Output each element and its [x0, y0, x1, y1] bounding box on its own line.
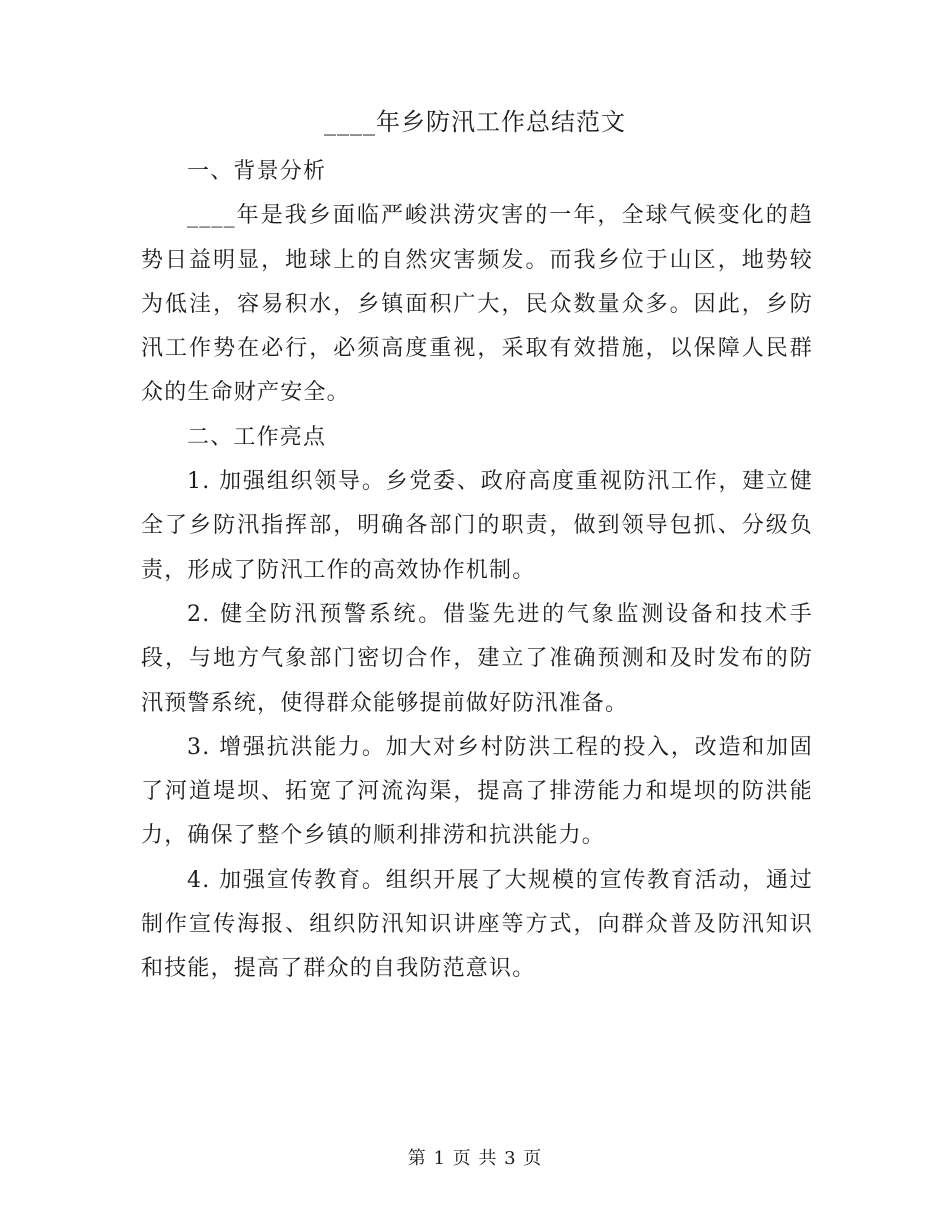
paragraph-background: ____年是我乡面临严峻洪涝灾害的一年，全球气候变化的趋势日益明显，地球上的自然灾害频发。而我乡位于山区，地势较为低洼，容易积水，乡镇面积广大，民众数量众多。因此，乡防汛工作势在必行，必须高度重视，采取有效措施，以保障人民群众的生命财产安全。	[141, 203, 813, 406]
page-footer: 第 1 页 共 3 页	[407, 1148, 543, 1169]
section-heading-background: 一、背景分析	[187, 159, 327, 184]
paragraph-item-2: 2. 健全防汛预警系统。借鉴先进的气象监测设备和技术手段，与地方气象部门密切合作，建立了准确预测和及时发布的防汛预警系统，使得群众能够提前做好防汛准备。	[141, 601, 813, 716]
document-title: ____年乡防汛工作总结范文	[324, 108, 626, 136]
document-body	[141, 150, 813, 992]
paragraph-item-1: 1. 加强组织领导。乡党委、政府高度重视防汛工作，建立健全了乡防汛指挥部，明确各部门的职责，做到领导包抓、分级负责，形成了防汛工作的高效协作机制。	[141, 469, 813, 583]
section-heading-highlights: 二、工作亮点	[187, 424, 327, 450]
paragraph-item-4: 4. 加强宣传教育。组织开展了大规模的宣传教育活动，通过制作宣传海报、组织防汛知识讲座等方式，向群众普及防汛知识和技能，提高了群众的自我防范意识。	[141, 867, 813, 982]
paragraph-item-3: 3. 增强抗洪能力。加大对乡村防洪工程的投入，改造和加固了河道堤坝、拓宽了河流沟渠，提高了排涝能力和堤坝的防洪能力，确保了整个乡镇的顺利排涝和抗洪能力。	[141, 734, 813, 849]
